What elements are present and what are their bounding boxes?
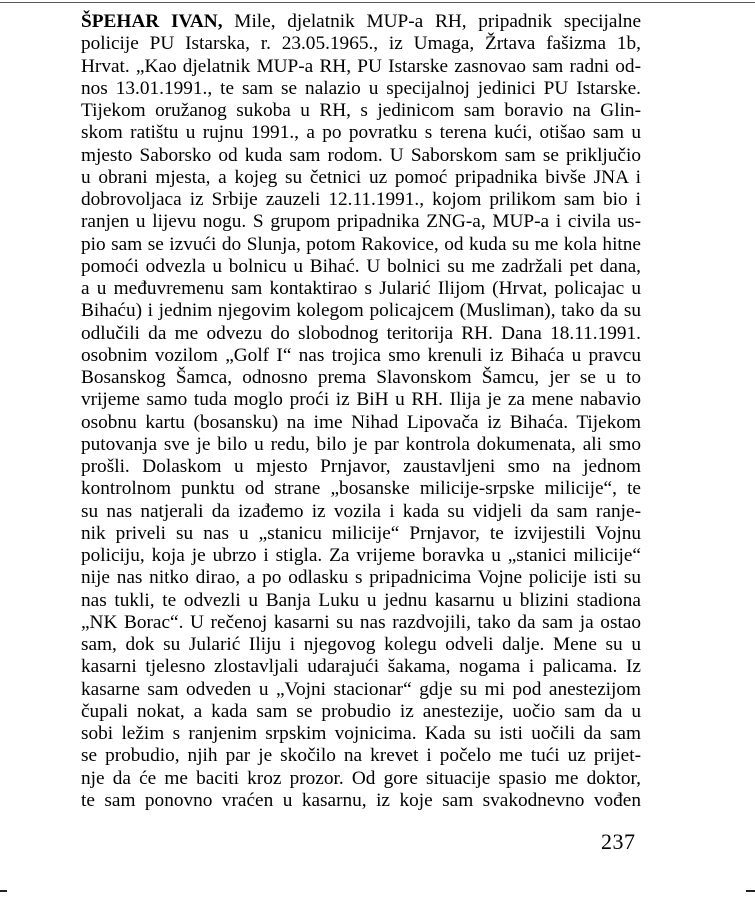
text-line: Bosanskog Šamca, odnosno prema Slavonskom Šamcu, jer se u to <box>81 367 641 388</box>
text-line: kasarni tjelesno zlostavljali udarajući šakama, nogama i palicama. Iz <box>81 656 641 678</box>
text-line: pomoći odvezla u bolnicu u Bihać. U bolnici su me zadržali pet dana, <box>81 255 641 277</box>
text-line: osobnu kartu (bosansku) na ime Nihad Lipovača iz Bihaća. Tijekom <box>81 411 641 433</box>
text-line: se probudio, njih par je skočilo na krevet i počelo me tući uz prijet- <box>81 745 641 767</box>
text-line: Hrvat. „Kao djelatnik MUP-a RH, PU Istarske zasnovao sam radni od- <box>81 55 641 77</box>
page-number: 237 <box>601 829 636 854</box>
text-line: nije nas nitko dirao, a po odlasku s pripadnicima Vojne policije isti su <box>81 567 641 589</box>
text-line: sobi ležim s ranjenim srpskim vojnicima. Kada su isti uočili da sam <box>81 723 641 744</box>
text-line: skom ratištu u rujnu 1991., a po povratku s terena kući, otišao sam u <box>81 122 641 144</box>
text-line: „NK Borac“. U rečenoj kasarni su nas razdvojili, tako da sam ja ostao <box>81 611 641 633</box>
text-line: ranjen u lijevu nogu. S grupom pripadnika ZNG-a, MUP-a i civila us- <box>81 211 641 233</box>
text-line: prošli. Dolaskom u mjesto Prnjavor, zaustavljeni smo na jednom <box>81 456 641 477</box>
text-line: nas tukli, te odvezli u Banja Luku u jednu kasarnu u blizini stadiona <box>81 589 641 611</box>
text-line: u obrani mjesta, a kojeg su četnici uz pomoć pripadnika bivše JNA i <box>81 166 641 188</box>
text-line: su nas natjerali da izađemo iz vozila i kada su vidjeli da sam ranje- <box>81 500 641 522</box>
text-line: kasarne sam odveden u „Vojni stacionar“ gdje su mi pod anestezijom <box>81 678 641 700</box>
text-line: dobrovoljaca iz Srbije zauzeli 12.11.1991., kojom prilikom sam bio i <box>81 189 641 210</box>
text-line: osobnim vozilom „Golf I“ nas trojica smo krenuli iz Bihaća u pravcu <box>81 344 641 366</box>
text-line: čupali nokat, a kada sam se probudio iz anestezije, uočio sam da u <box>81 700 641 722</box>
text-line: sam, dok su Jularić Iliju i njegovog kolegu odveli dalje. Mene su u <box>81 634 641 655</box>
text-line: nik priveli su nas u „stanicu milicije“ Prnjavor, te izvijestili Vojnu <box>81 522 641 544</box>
text-line: mjesto Saborsko od kuda sam rodom. U Saborskom sam se priključio <box>81 144 641 166</box>
text-line: policiju, koja je ubrzo i stigla. Za vrijeme boravka u „stanici milicije“ <box>81 545 641 566</box>
text-line-content: Mile, djelatnik MUP-a RH, pripadnik specijalne <box>222 11 642 32</box>
text-line: a u međuvremenu sam kontaktirao s Jularić Ilijom (Hrvat, policajac u <box>81 278 641 299</box>
crop-mark-left <box>0 890 7 892</box>
text-line: nos 13.01.1991., te sam se nalazio u specijalnoj jedinici PU Istarske. <box>81 77 641 99</box>
text-line: nje da će me baciti kroz prozor. Od gore situacije spasio me doktor, <box>81 767 641 789</box>
text-line: vrijeme samo tuda moglo proći iz BiH u RH. Ilija je za mene nabavio <box>81 389 641 411</box>
text-line: Bihaću) i jednim njegovim kolegom policajcem (Musliman), tako da su <box>81 300 641 322</box>
text-line: pio sam se izvući do Slunja, potom Rakovice, od kuda su me kola hitne <box>81 233 641 255</box>
entry-name: ŠPEHAR IVAN, <box>81 11 223 32</box>
text-line <box>81 11 641 33</box>
page-top-edge-rule <box>0 2 755 3</box>
testimony-paragraph <box>81 11 641 812</box>
text-line: putovanja sve je bilo u redu, bilo je par kontrola dokumenata, ali smo <box>81 433 641 455</box>
crop-mark-right <box>746 890 755 892</box>
text-line: kontrolnom punktu od strane „bosanske milicije-srpske milicije“, te <box>81 478 641 500</box>
text-line: odlučili da me odvezu do slobodnog teritorija RH. Dana 18.11.1991. <box>81 322 641 344</box>
text-line: Tijekom oružanog sukoba u RH, s jedinicom sam boravio na Glin- <box>81 100 641 121</box>
text-line: te sam ponovno vraćen u kasarnu, iz koje sam svakodnevno vođen <box>81 789 641 811</box>
text-line: policije PU Istarska, r. 23.05.1965., iz Umaga, Žrtava fašizma 1b, <box>81 33 641 55</box>
